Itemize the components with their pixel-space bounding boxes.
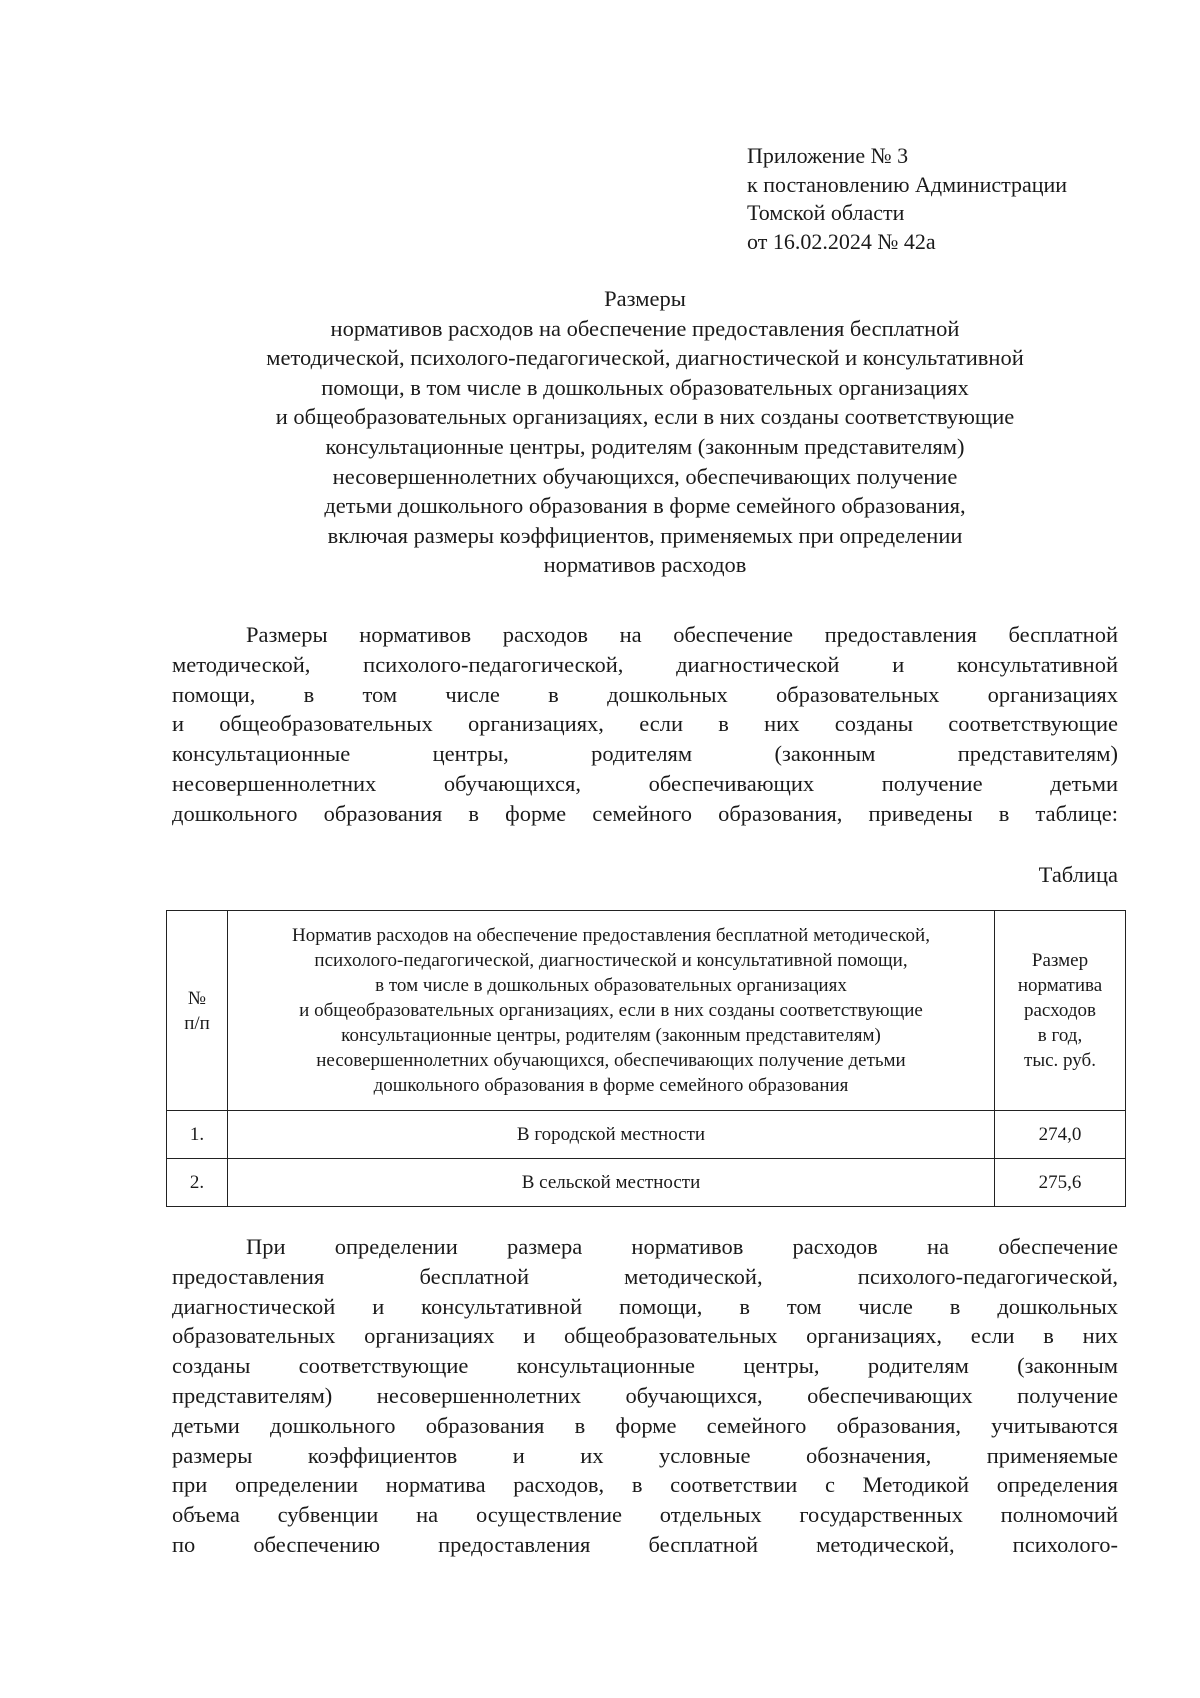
title-line: включая размеры коэффициентов, применяемых при определении xyxy=(327,522,963,548)
paragraph-line: и общеобразовательных организациях, если в них созданы соответствующие xyxy=(172,711,1118,737)
appendix-line: к постановлению Администрации xyxy=(747,171,1068,197)
header-desc-line: несовершеннолетних обучающихся, обеспечивающих получение детьми xyxy=(316,1050,906,1071)
header-desc-line: в том числе в дошкольных образовательных организациях xyxy=(375,975,847,996)
header-desc-line: Норматив расходов на обеспечение предоставления бесплатной методической, xyxy=(292,925,930,946)
paragraph-line: объема субвенции на осуществление отдельных государственных полномочий xyxy=(172,1502,1118,1528)
table-caption: Таблица xyxy=(1038,862,1118,887)
header-value-cell xyxy=(995,911,1126,1111)
paragraph-coefficients xyxy=(172,1232,1118,1560)
header-value-line: норматива xyxy=(1017,975,1103,996)
paragraph-line: При определении размера нормативов расходов на обеспечение xyxy=(246,1234,1118,1259)
paragraph-line: созданы соответствующие консультационные центры, родителям (законным xyxy=(172,1353,1118,1379)
paragraph-intro xyxy=(172,620,1118,829)
header-value-line: в год, xyxy=(1037,1025,1083,1046)
header-desc-line: и общеобразовательных организациях, если в них созданы соответствующие xyxy=(299,1000,923,1021)
paragraph-line: несовершеннолетних обучающихся, обеспечивающих получение детьми xyxy=(172,770,1118,796)
row-value: 275,6 xyxy=(995,1159,1126,1207)
paragraph-line: размеры коэффициентов и их условные обозначения, применяемые xyxy=(172,1442,1118,1468)
header-desc-line: дошкольного образования в форме семейного образования xyxy=(373,1075,849,1096)
title-line: нормативов расходов на обеспечение предоставления бесплатной xyxy=(330,315,960,341)
paragraph-line: консультационные центры, родителям (законным представителям) xyxy=(172,741,1118,767)
appendix-line: Томской области xyxy=(747,200,905,225)
appendix-line: Приложение № 3 xyxy=(747,143,909,168)
row-desc: В городской местности xyxy=(228,1111,995,1159)
title-line: помощи, в том числе в дошкольных образовательных организациях xyxy=(321,374,969,400)
title-line: консультационные центры, родителям (законным представителям) xyxy=(325,433,965,459)
paragraph-line: помощи, в том числе в дошкольных образовательных организациях xyxy=(172,681,1119,707)
header-desc-cell xyxy=(228,911,995,1111)
table-row xyxy=(167,1111,1126,1159)
header-value-line: Размер xyxy=(1031,950,1089,971)
norms-table xyxy=(166,910,1126,1207)
paragraph-line: Размеры нормативов расходов на обеспечение предоставления бесплатной xyxy=(246,622,1118,647)
header-num-line: п/п xyxy=(184,1012,210,1034)
header-num-cell xyxy=(167,911,228,1111)
paragraph-line: детьми дошкольного образования в форме семейного образования, учитываются xyxy=(172,1412,1118,1438)
paragraph-line: образовательных организациях и общеобразовательных организациях, если в них xyxy=(172,1323,1118,1349)
header-value-line: расходов xyxy=(1024,1000,1096,1021)
appendix-block xyxy=(747,142,1067,256)
paragraph-line: дошкольного образования в форме семейного образования, приведены в таблице: xyxy=(172,800,1119,826)
table-header-row xyxy=(167,911,1126,1111)
paragraph-line: при определении норматива расходов, в соответствии с Методикой определения xyxy=(172,1472,1119,1498)
header-desc-line: консультационные центры, родителям (законным представителям) xyxy=(341,1025,881,1046)
title-line: методической, психолого-педагогической, диагностической и консультативной xyxy=(266,345,1024,371)
title-line: Размеры xyxy=(604,286,686,311)
header-desc-line: психолого-педагогической, диагностической и консультативной помощи, xyxy=(314,950,908,971)
paragraph-line: представителям) несовершеннолетних обучающихся, обеспечивающих получение xyxy=(172,1382,1118,1408)
appendix-line: от 16.02.2024 № 42а xyxy=(747,228,936,254)
paragraph-line: диагностической и консультативной помощи, в том числе в дошкольных xyxy=(172,1293,1118,1319)
row-desc: В сельской местности xyxy=(228,1159,995,1207)
title-line: несовершеннолетних обучающихся, обеспечивающих получение xyxy=(332,463,958,489)
row-num: 1. xyxy=(167,1111,228,1159)
header-num-line: № xyxy=(187,987,207,1009)
title-line: детьми дошкольного образования в форме семейного образования, xyxy=(324,493,966,519)
table-row xyxy=(167,1159,1126,1207)
row-value: 274,0 xyxy=(995,1111,1126,1159)
row-num: 2. xyxy=(167,1159,228,1207)
document-title xyxy=(170,284,1120,580)
title-line: нормативов расходов xyxy=(543,552,747,578)
header-value-line: тыс. руб. xyxy=(1024,1050,1096,1071)
paragraph-line: предоставления бесплатной методической, психолого-педагогической, xyxy=(172,1263,1118,1289)
paragraph-line: методической, психолого-педагогической, диагностической и консультативной xyxy=(172,651,1118,677)
paragraph-line: по обеспечению предоставления бесплатной методической, психолого- xyxy=(172,1531,1118,1557)
title-line: и общеобразовательных организациях, если в них созданы соответствующие xyxy=(275,404,1015,430)
